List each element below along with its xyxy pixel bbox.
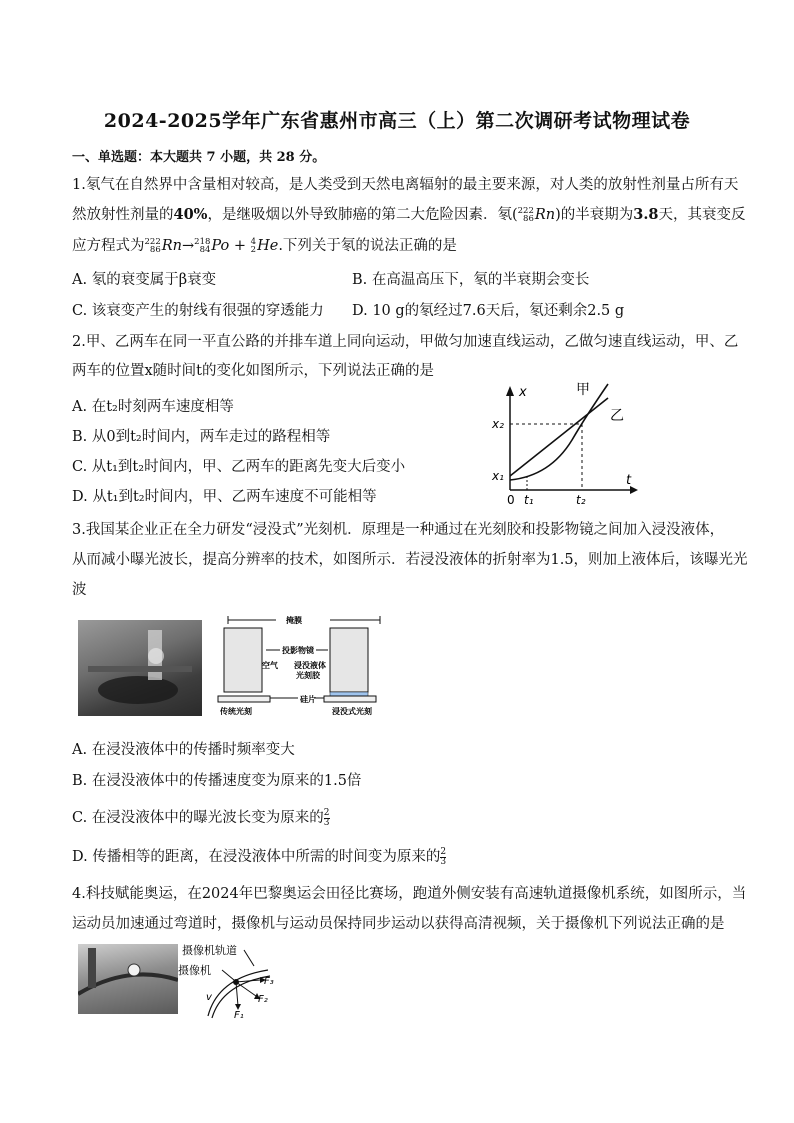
q3-line-1: 3.我国某企业正在全力研发“浸没式”光刻机．原理是一种通过在光刻胶和投影物镜之间加入浸没液体， bbox=[72, 522, 725, 538]
x2-label: x₂ bbox=[492, 417, 504, 431]
camera-force-diagram bbox=[178, 940, 328, 1020]
t-axis-arrow-icon bbox=[630, 486, 638, 494]
q3-option-b[interactable]: B. 在浸没液体中的传播速度变为原来的1.5倍 bbox=[72, 773, 362, 789]
mask-label: 掩膜 bbox=[286, 616, 302, 625]
q2-line-2: 两车的位置x随时间t的变化如图所示，下列说法正确的是 bbox=[72, 363, 435, 379]
air-label: 空气 bbox=[262, 661, 278, 670]
liquid-label: 浸没液体 bbox=[294, 661, 326, 670]
jia-label: 甲 bbox=[576, 382, 590, 398]
f2-label: F₂ bbox=[258, 994, 268, 1005]
camera-label: 摄像机 bbox=[178, 964, 211, 977]
t-axis-label: t bbox=[626, 473, 632, 488]
x1-label: x₁ bbox=[492, 469, 504, 483]
q3-line-3: 波 bbox=[72, 582, 87, 598]
yi-label: 乙 bbox=[610, 408, 624, 424]
q1-line-1: 1.氡气在自然界中含量相对较高，是人类受到天然电离辐射的最主要来源，对人类的放射性剂量占所有天 bbox=[72, 177, 739, 193]
t2-label: t₂ bbox=[576, 493, 586, 507]
q1-line-3: 应方程式为 222 86 Rn→ 218 84 Po + 4 2 He.下列关于氡的说法正确的是 bbox=[72, 237, 457, 255]
q1-option-a[interactable]: A. 氡的衰变属于β衰变 bbox=[72, 272, 217, 288]
camera-photo bbox=[78, 944, 178, 1014]
section-heading: 一、单选题：本大题共 7 小题，共 28 分。 bbox=[72, 150, 326, 165]
exam-title: 2024-2025学年广东省惠州市高三（上）第二次调研考试物理试卷 bbox=[103, 110, 691, 132]
lithography-photo bbox=[78, 620, 202, 716]
resist-label: 光刻胶 bbox=[296, 671, 320, 680]
q3-option-c[interactable]: C. 在浸没液体中的曝光波长变为原来的 $\frac{2}{3}$ bbox=[72, 807, 330, 828]
q1-option-d[interactable]: D. 10 g的氡经过7.6天后，氡还剩余2.5 g bbox=[352, 303, 625, 319]
q4-line-2: 运动员加速通过弯道时，摄像机与运动员保持同步运动以获得高清视频，关于摄像机下列说法正确的是 bbox=[72, 916, 725, 932]
f3-label: F₃ bbox=[264, 976, 274, 987]
yi-line bbox=[510, 398, 608, 476]
lens-right bbox=[330, 628, 368, 692]
lens-left bbox=[224, 628, 262, 692]
q2-option-c[interactable]: C. 从t₁到t₂时间内，甲、乙两车的距离先变大后变小 bbox=[72, 459, 406, 475]
lithography-diagram bbox=[214, 612, 390, 718]
x-axis-arrow-icon bbox=[506, 386, 514, 396]
q2-option-b[interactable]: B. 从0到t₂时间内，两车走过的路程相等 bbox=[72, 429, 331, 445]
q2-option-d[interactable]: D. 从t₁到t₂时间内，甲、乙两车速度不可能相等 bbox=[72, 489, 377, 505]
lens-label: 投影物镜 bbox=[282, 646, 314, 655]
x-axis-label: x bbox=[519, 385, 527, 400]
q1-line-2: 然放射性剂量的40%，是继吸烟以外导致肺癌的第二大危险因素．氡( 222 86 Rn)的半衰期为3.8天，其衰变反 bbox=[72, 206, 746, 224]
q1-option-c[interactable]: C. 该衰变产生的射线有很强的穿透能力 bbox=[72, 303, 324, 319]
q3-option-d[interactable]: D. 传播相等的距离，在浸没液体中所需的时间变为原来的 $\frac{2}{3}$ bbox=[72, 846, 447, 867]
q4-line-1: 4.科技赋能奥运，在2024年巴黎奥运会田径比赛场，跑道外侧安装有高速轨道摄像机系统，如图所示，当 bbox=[72, 886, 747, 902]
track-label: 摄像机轨道 bbox=[182, 944, 237, 957]
lithography-photo-drawing bbox=[78, 620, 202, 716]
velocity-label: v bbox=[206, 992, 212, 1003]
f1-label: F₁ bbox=[234, 1010, 244, 1020]
immersion-label: 浸没式光刻 bbox=[332, 707, 372, 716]
q3-option-a[interactable]: A. 在浸没液体中的传播时频率变大 bbox=[72, 742, 295, 758]
t1-label: t₁ bbox=[524, 493, 534, 507]
q3-line-2: 从而减小曝光波长，提高分辨率的技术，如图所示．若浸没液体的折射率为1.5，则加上液体后，该曝光光 bbox=[72, 552, 748, 568]
q2-option-a[interactable]: A. 在t₂时刻两车速度相等 bbox=[72, 399, 234, 415]
camera-photo-drawing bbox=[78, 944, 178, 1014]
traditional-label: 传统光刻 bbox=[220, 707, 252, 716]
origin-label: 0 bbox=[507, 493, 515, 507]
q2-line-1: 2.甲、乙两车在同一平直公路的并排车道上同向运动，甲做匀加速直线运动，乙做匀速直线运动，甲、乙 bbox=[72, 334, 739, 350]
q1-option-b[interactable]: B. 在高温高压下，氡的半衰期会变长 bbox=[352, 272, 590, 288]
q2-xt-graph bbox=[490, 380, 640, 510]
wafer-label: 硅片 bbox=[300, 695, 316, 704]
